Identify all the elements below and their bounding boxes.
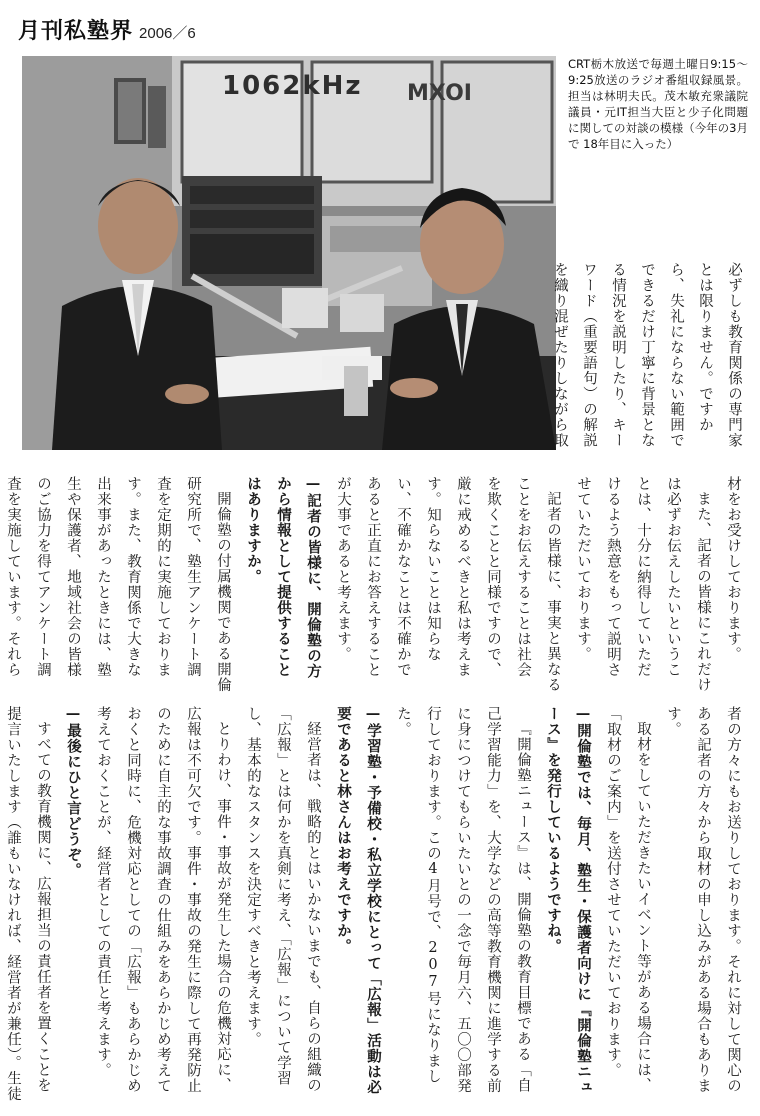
paragraph: 取材をしていただきたいイベント等がある場合には、「取材のご案内」を送付させていただいております。 [605,706,651,1093]
magazine-title: 月刊私塾界 [18,19,134,44]
article-row-1 [5,476,748,692]
radio-studio-photo [22,56,556,450]
paragraph: 者の方々にもお送りしております。それに対して関心のある記者の方々から取材の申し込みがある場合もあります。 [665,706,741,1094]
wall-lettering: 1062kHz [222,71,363,101]
page-header [18,14,196,48]
photo-illustration [22,56,556,450]
paragraph: 『開倫塾ニュース』は、開倫塾の教育目標である「自己学習能力」を、大学などの高等教育機関に進学する前に身につけてもらいたいとの一念で毎月六、五〇〇部発行しております。この4月号で、207号になりました。 [395,706,531,1094]
article-top-right [552,262,748,452]
interview-question: —学習塾・予備校・私立学校にとって「広報」活動は必要であると林さんはお考えですか。 [335,706,381,1095]
issue-date: 2006／6 [139,25,196,42]
paragraph: とりわけ、事件・事故が発生した場合の危機対応に、広報は不可欠です。事件・事故の発生に際して再発防止のために自主的な事故調査の仕組みをあらかじめ考えておくと同時に、危機対応としての「広報」もあらかじめ考えておくことが、経営者としての責任と考えます。 [95,706,231,1094]
interview-question: —開倫塾では、毎月、塾生・保護者向けに『開倫塾ニュース』を発行しているようですね。 [545,706,591,1095]
paragraph: 経営者は、戦略的とはいかないまでも、自らの組織の「広報」とは何かを真剣に考え、「広報」について学習し、基本的なスタンスを決定すべきと考えます。 [245,706,321,1093]
interview-question: —最後にひと言どうぞ。 [65,706,81,878]
paragraph: 開倫塾の付属機関である開倫研究所で、塾生アンケート調査を定期的に実施しております。また、教育関係で大きな出来事があったときには、塾生や保護者、地域社会の皆様のご協力を得てアンケート調査を実施しています。それら [5,476,231,692]
paragraph: 必ずしも教育関係の専門家とは限りません。ですから、失礼にならない範囲でできるだけ丁寧に背景となる情況を説明したり、キーワード（重要語句）の解説を織り混ぜたりしながら取 [552,262,742,448]
photo-caption: CRT栃木放送で毎週土曜日9:15〜9:25放送のラジオ番組収録風景。担当は林明夫氏。茂木敏充衆議院議員・元IT担当大臣と少子化問題に関しての対談の模様（今年の3月で 18年目に入った） [568,57,748,151]
paragraph: 記者の皆様に、事実と異なることをお伝えすることは社会を欺くことと同様ですので、厳に戒めるべきと私は考えます。知らないことは知らない、不確かなことは不確かであると正直にお答えすることが大事であると考えます。 [335,476,561,692]
interview-question: —記者の皆様に、開倫塾の方から情報として提供することはありますか。 [245,476,321,679]
paragraph: 材をお受けしております。 [725,476,741,662]
paragraph: また、記者の皆様にこれだけは必ずお伝えしたいということは、十分に納得していただけるよう熱意をもって説明させていただいております。 [575,476,711,692]
paragraph: すべての教育機関に、広報担当の責任者を置くことを提言いたします（誰もいなければ、経営者が兼任）。生徒 [5,706,51,1102]
article-row-2 [5,706,748,1106]
wall-lettering-2: MXOI [407,81,472,106]
